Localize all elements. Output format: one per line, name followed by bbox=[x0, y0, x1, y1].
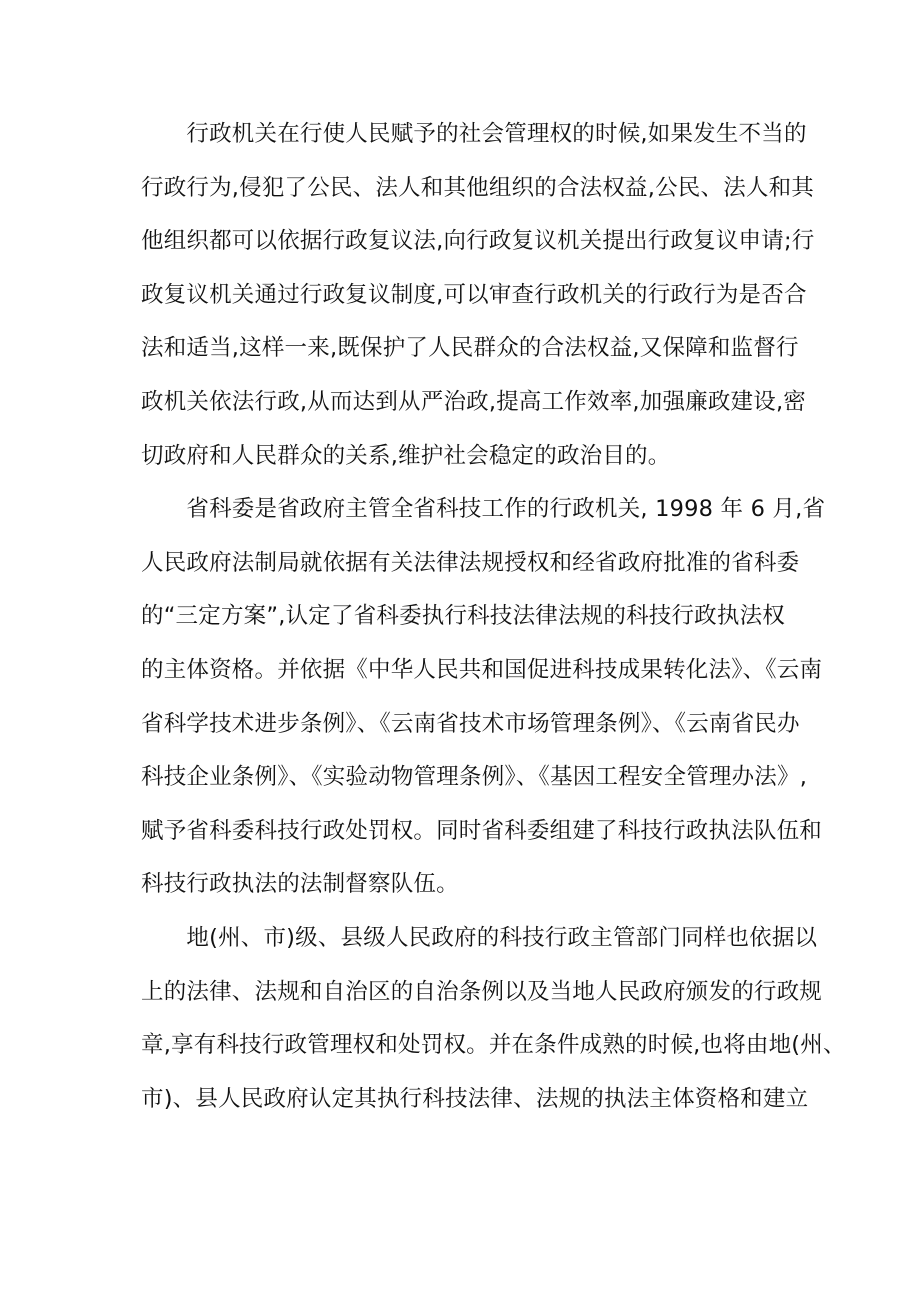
text-line: 的“三定方案”,认定了省科委执行科技法律法规的科技行政执法权 bbox=[141, 603, 785, 630]
text-line: 行政机关在行使人民赋予的社会管理权的时候,如果发生不当的 bbox=[141, 121, 807, 147]
text-line: 法和适当,这样一来,既保护了人民群众的合法权益,又保障和监督行 bbox=[141, 335, 799, 362]
text-line: 科技企业条例》、《实验动物管理条例》、《基因工程安全管理办法》, bbox=[141, 764, 808, 791]
text-line: 省科学技术进步条例》、《云南省技术市场管理条例》、《云南省民办 bbox=[141, 710, 800, 737]
text-line: 切政府和人民群众的关系,维护社会稳定的政治目的。 bbox=[141, 442, 671, 469]
text-line: 的主体资格。并依据《中华人民共和国促进科技成果转化法》、《云南 bbox=[141, 656, 823, 683]
text-line: 赋予省科委科技行政处罚权。同时省科委组建了科技行政执法队伍和 bbox=[141, 817, 823, 844]
text-line: 章,享有科技行政管理权和处罚权。并在条件成熟的时候,也将由地(州、 bbox=[141, 1032, 846, 1059]
text-line: 科技行政执法的法制督察队伍。 bbox=[141, 871, 459, 898]
text-line: 市)、县人民政府认定其执行科技法律、法规的执法主体资格和建立 bbox=[141, 1085, 809, 1112]
paragraph-1 bbox=[141, 108, 815, 483]
text-line: 政机关依法行政,从而达到从严治政,提高工作效率,加强廉政建设,密 bbox=[141, 388, 807, 415]
paragraph-2 bbox=[141, 483, 826, 912]
text-line: 他组织都可以依据行政复议法,向行政复议机关提出行政复议申请;行 bbox=[141, 228, 815, 255]
text-line: 省科委是省政府主管全省科技工作的行政机关, 1998 年 6 月,省 bbox=[141, 496, 826, 523]
text-line: 人民政府法制局就依据有关法律法规授权和经省政府批准的省科委 bbox=[141, 549, 800, 576]
text-line: 政复议机关通过行政复议制度,可以审查行政机关的行政行为是否合 bbox=[141, 281, 807, 308]
text-line: 行政行为,侵犯了公民、法人和其他组织的合法权益,公民、法人和其 bbox=[141, 174, 815, 201]
paragraph-3 bbox=[141, 912, 846, 1126]
text-line: 地(州、市)级、县级人民政府的科技行政主管部门同样也依据以 bbox=[141, 924, 818, 951]
document-body bbox=[141, 108, 846, 1126]
text-line: 上的法律、法规和自治区的自治条例以及当地人民政府颁发的行政规 bbox=[141, 978, 823, 1005]
